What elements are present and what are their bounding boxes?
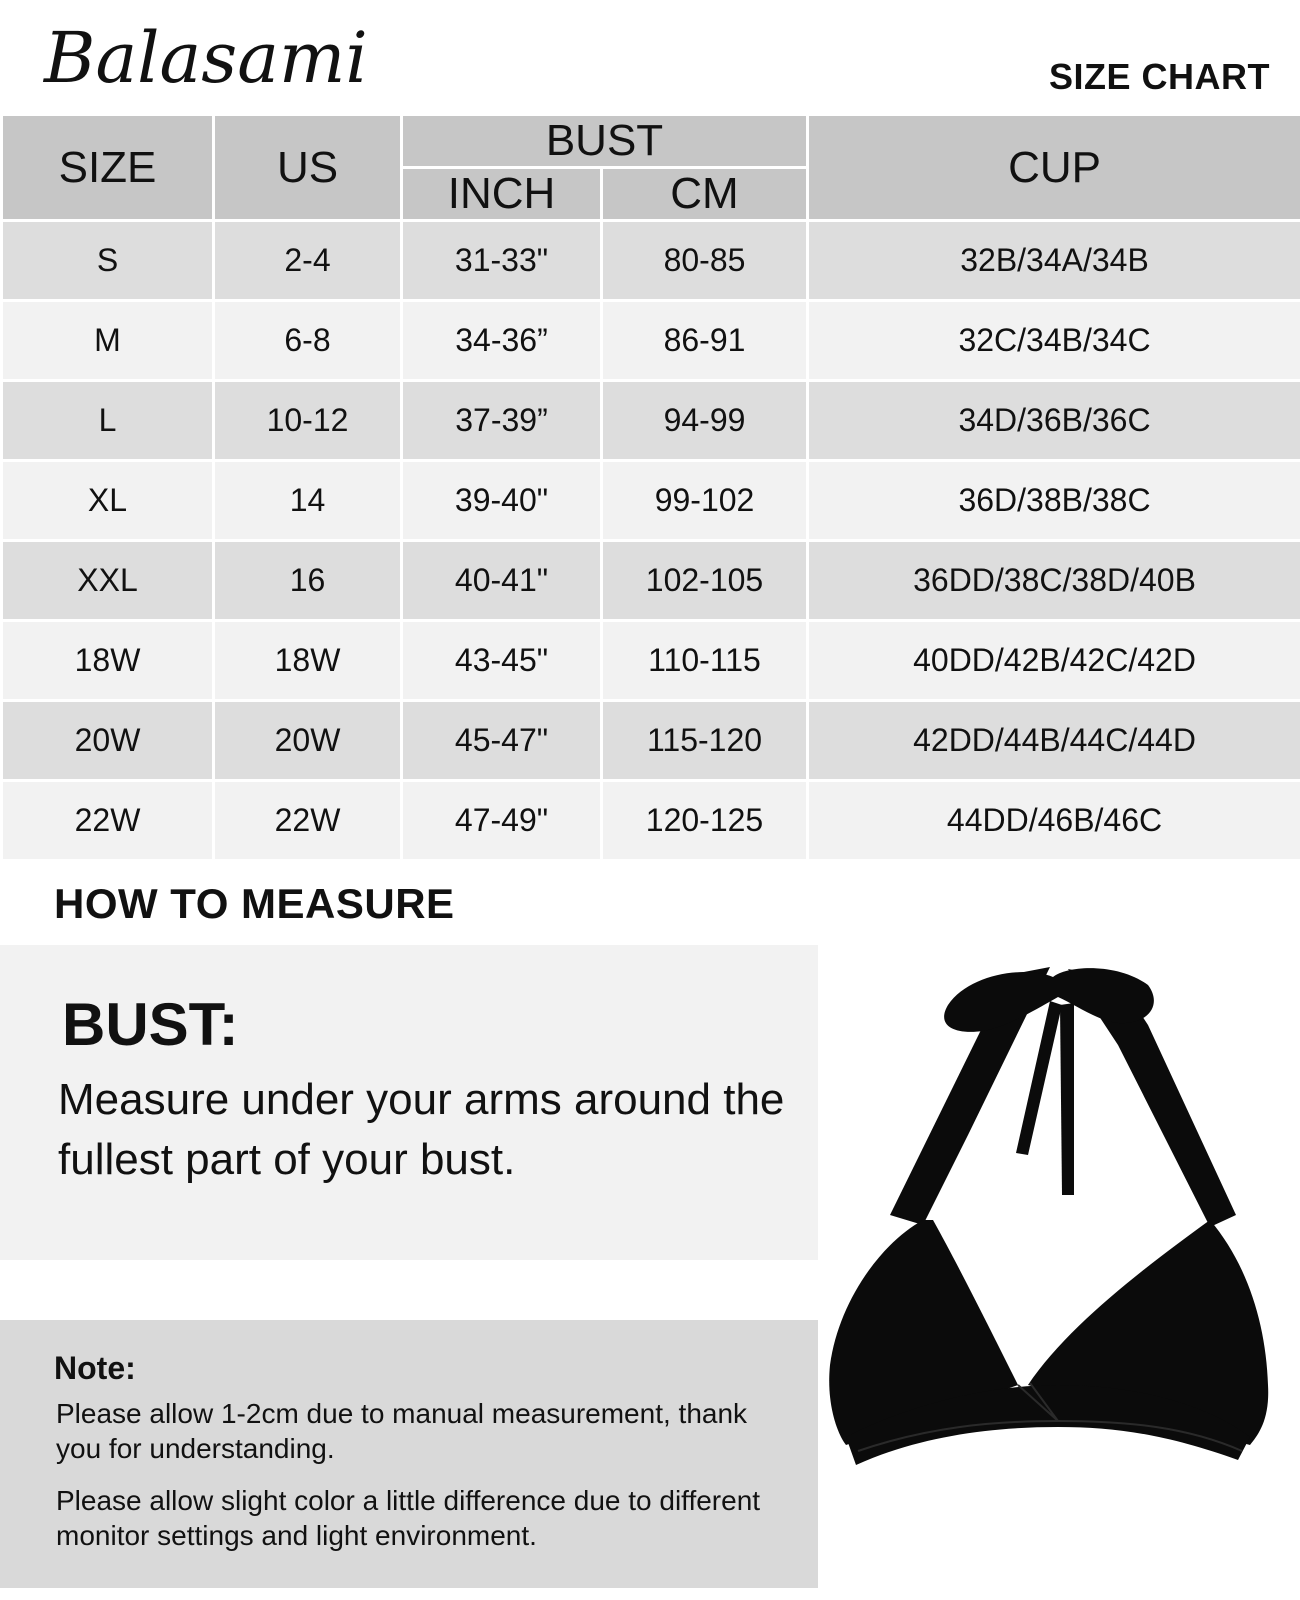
cell-size: XXL xyxy=(2,541,214,621)
header-inch: INCH xyxy=(402,168,602,221)
cell-size: 22W xyxy=(2,781,214,861)
header-cup: CUP xyxy=(808,115,1300,221)
cell-size: 20W xyxy=(2,701,214,781)
cell-cm: 110-115 xyxy=(602,621,808,701)
cell-inch: 47-49" xyxy=(402,781,602,861)
cell-cm: 94-99 xyxy=(602,381,808,461)
size-chart-title: SIZE CHART xyxy=(1049,56,1270,97)
halter-bikini-top-image xyxy=(818,965,1300,1502)
cell-size: 18W xyxy=(2,621,214,701)
cell-cup: 32B/34A/34B xyxy=(808,221,1300,301)
cell-us: 18W xyxy=(214,621,402,701)
cell-cup: 42DD/44B/44C/44D xyxy=(808,701,1300,781)
cell-cm: 99-102 xyxy=(602,461,808,541)
cell-us: 6-8 xyxy=(214,301,402,381)
cell-cm: 86-91 xyxy=(602,301,808,381)
table-row xyxy=(2,381,1300,461)
cell-us: 2-4 xyxy=(214,221,402,301)
note-line-2: Please allow slight color a little difference due to different monitor settings and light environment. xyxy=(56,1485,761,1551)
cell-cm: 120-125 xyxy=(602,781,808,861)
table-row xyxy=(2,221,1300,301)
cell-cm: 80-85 xyxy=(602,221,808,301)
cell-cup: 32C/34B/34C xyxy=(808,301,1300,381)
header-bust: BUST xyxy=(402,115,808,168)
cell-us: 20W xyxy=(214,701,402,781)
cell-cup: 36DD/38C/38D/40B xyxy=(808,541,1300,621)
cell-inch: 40-41" xyxy=(402,541,602,621)
cell-inch: 34-36” xyxy=(402,301,602,381)
header-cm: CM xyxy=(602,168,808,221)
brand-logo xyxy=(40,8,400,103)
cell-size: XL xyxy=(2,461,214,541)
cell-us: 22W xyxy=(214,781,402,861)
table-row xyxy=(2,701,1300,781)
cell-us: 14 xyxy=(214,461,402,541)
cell-inch: 45-47" xyxy=(402,701,602,781)
cell-cup: 44DD/46B/46C xyxy=(808,781,1300,861)
cell-size: S xyxy=(2,221,214,301)
size-table xyxy=(0,113,1300,862)
header-us: US xyxy=(214,115,402,221)
table-row xyxy=(2,541,1300,621)
bust-description: Measure under your arms around the fullest part of your bust. xyxy=(58,1075,785,1184)
cell-size: M xyxy=(2,301,214,381)
cell-inch: 39-40" xyxy=(402,461,602,541)
cell-us: 16 xyxy=(214,541,402,621)
cell-cm: 102-105 xyxy=(602,541,808,621)
table-row xyxy=(2,781,1300,861)
cell-cup: 36D/38B/38C xyxy=(808,461,1300,541)
cell-cm: 115-120 xyxy=(602,701,808,781)
cell-cup: 34D/36B/36C xyxy=(808,381,1300,461)
how-to-measure-heading: HOW TO MEASURE xyxy=(54,880,455,927)
cell-inch: 31-33" xyxy=(402,221,602,301)
garment-shape xyxy=(829,967,1268,1465)
brand-logo-text: Balasami xyxy=(44,17,368,99)
cell-size: L xyxy=(2,381,214,461)
note-line-1: Please allow 1-2cm due to manual measurement, thank you for understanding. xyxy=(56,1398,748,1464)
note-title: Note: xyxy=(54,1350,136,1386)
header xyxy=(0,0,1300,112)
table-row xyxy=(2,461,1300,541)
bust-title: BUST: xyxy=(62,991,239,1058)
cell-inch: 43-45" xyxy=(402,621,602,701)
cell-inch: 37-39” xyxy=(402,381,602,461)
table-row xyxy=(2,621,1300,701)
header-size: SIZE xyxy=(2,115,214,221)
cell-cup: 40DD/42B/42C/42D xyxy=(808,621,1300,701)
table-row xyxy=(2,301,1300,381)
cell-us: 10-12 xyxy=(214,381,402,461)
